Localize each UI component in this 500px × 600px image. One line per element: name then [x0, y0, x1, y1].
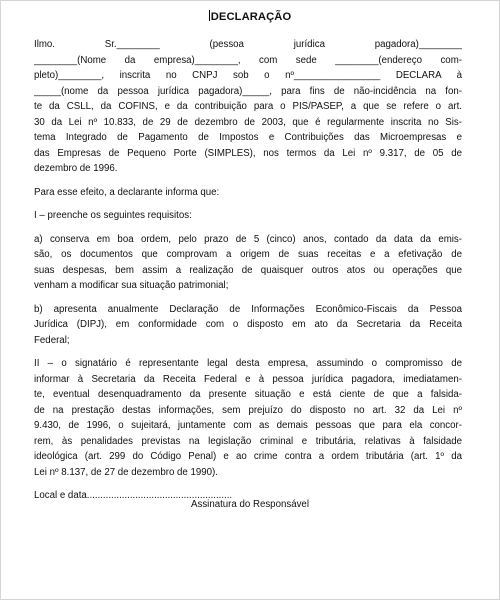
paragraph-addressee — [34, 37, 462, 177]
paragraph-line: ideológica (art. 299 do Código Penal) e ao crime contra a ordem tributária (art. 1º da — [34, 451, 462, 462]
paragraph-line: a) conserva em boa ordem, pelo prazo de 5 (cinco) anos, contado da data da emis- — [34, 233, 462, 245]
paragraph-effect: Para esse efeito, a declarante informa que: — [34, 186, 220, 198]
paragraph-item-b — [34, 302, 462, 349]
paragraph-line: te, eventual desenquadramento da presente situação e está ciente de que a falsida- — [34, 389, 462, 400]
paragraph-line: pleto)________, inscrita no CNPJ sob o nº________________ DECLARA à — [34, 70, 462, 81]
paragraph-line: dezembro de 1996. — [34, 163, 118, 174]
document-body — [34, 37, 462, 504]
paragraph-line: _____(nome da pessoa jurídica pagadora)_____, para fins de não-incidência na fon- — [34, 85, 462, 97]
paragraph-item-a — [34, 232, 462, 294]
paragraph-line: suas despesas, bem assim a realização de quaisquer outros atos ou operações que — [34, 264, 462, 276]
paragraph-line: b) apresenta anualmente Declaração de Informações Econômico-Fiscais da Pessoa — [34, 303, 462, 315]
paragraph-line: 9.430, de 1996, o sujeitará, juntamente com as demais pessoas que para ela concor- — [34, 420, 462, 431]
paragraph-line: ________(Nome da empresa)________, com sede ________(endereço com- — [34, 54, 462, 66]
paragraph-line: venham a modificar sua situação patrimonial; — [34, 280, 229, 291]
paragraph-item-ii — [34, 356, 462, 480]
text-cursor — [209, 10, 210, 21]
paragraph-line: Lei nº 8.137, de 27 de dezembro de 1990). — [34, 466, 218, 478]
paragraph-line: tema Integrado de Pagamento de Impostos e Contribuições das Microempresas e — [34, 132, 462, 143]
paragraph-line: Jurídica (DIPJ), em conformidade com o disposto em ato da Secretaria da Receita — [34, 319, 462, 330]
paragraph-line: Federal; — [34, 334, 70, 346]
paragraph-item-i: I – preenche os seguintes requisitos: — [34, 210, 192, 221]
paragraph-line: são, os documentos que comprovam a origem de suas receitas e a efetivação de — [34, 249, 462, 260]
document-title-wrapper — [0, 10, 500, 23]
place-and-date: Local e data...................................................... — [34, 490, 233, 501]
paragraph-line: de na prestação destas informações, sem prejuízo do disposto no art. 32 da Lei nº — [34, 404, 462, 416]
document-title: DECLARAÇÃO — [210, 11, 292, 23]
paragraph-line: informar à Secretaria da Receita Federal e à pessoa jurídica pagadora, imediatamen- — [34, 373, 462, 385]
paragraph-line: Ilmo. Sr.________ (pessoa jurídica pagadora)________ — [34, 39, 462, 50]
signature-label: Assinatura do Responsável — [191, 499, 309, 510]
paragraph-line: 30 da Lei nº 10.833, de 29 de dezembro de 2003, que é regularmente inscrita no Sis- — [34, 116, 462, 128]
paragraph-line: II – o signatário é representante legal desta empresa, assumindo o compromisso de — [34, 358, 462, 369]
paragraph-line: das Empresas de Pequeno Porte (SIMPLES), nos termos da Lei nº 9.317, de 05 de — [34, 147, 462, 159]
paragraph-line: rem, às penalidades previstas na legislação criminal e tributária, relativas à falsidade — [34, 435, 462, 447]
paragraph-line: te da CSLL, da COFINS, e da contribuição para o PIS/PASEP, a que se refere o art. — [34, 101, 462, 112]
